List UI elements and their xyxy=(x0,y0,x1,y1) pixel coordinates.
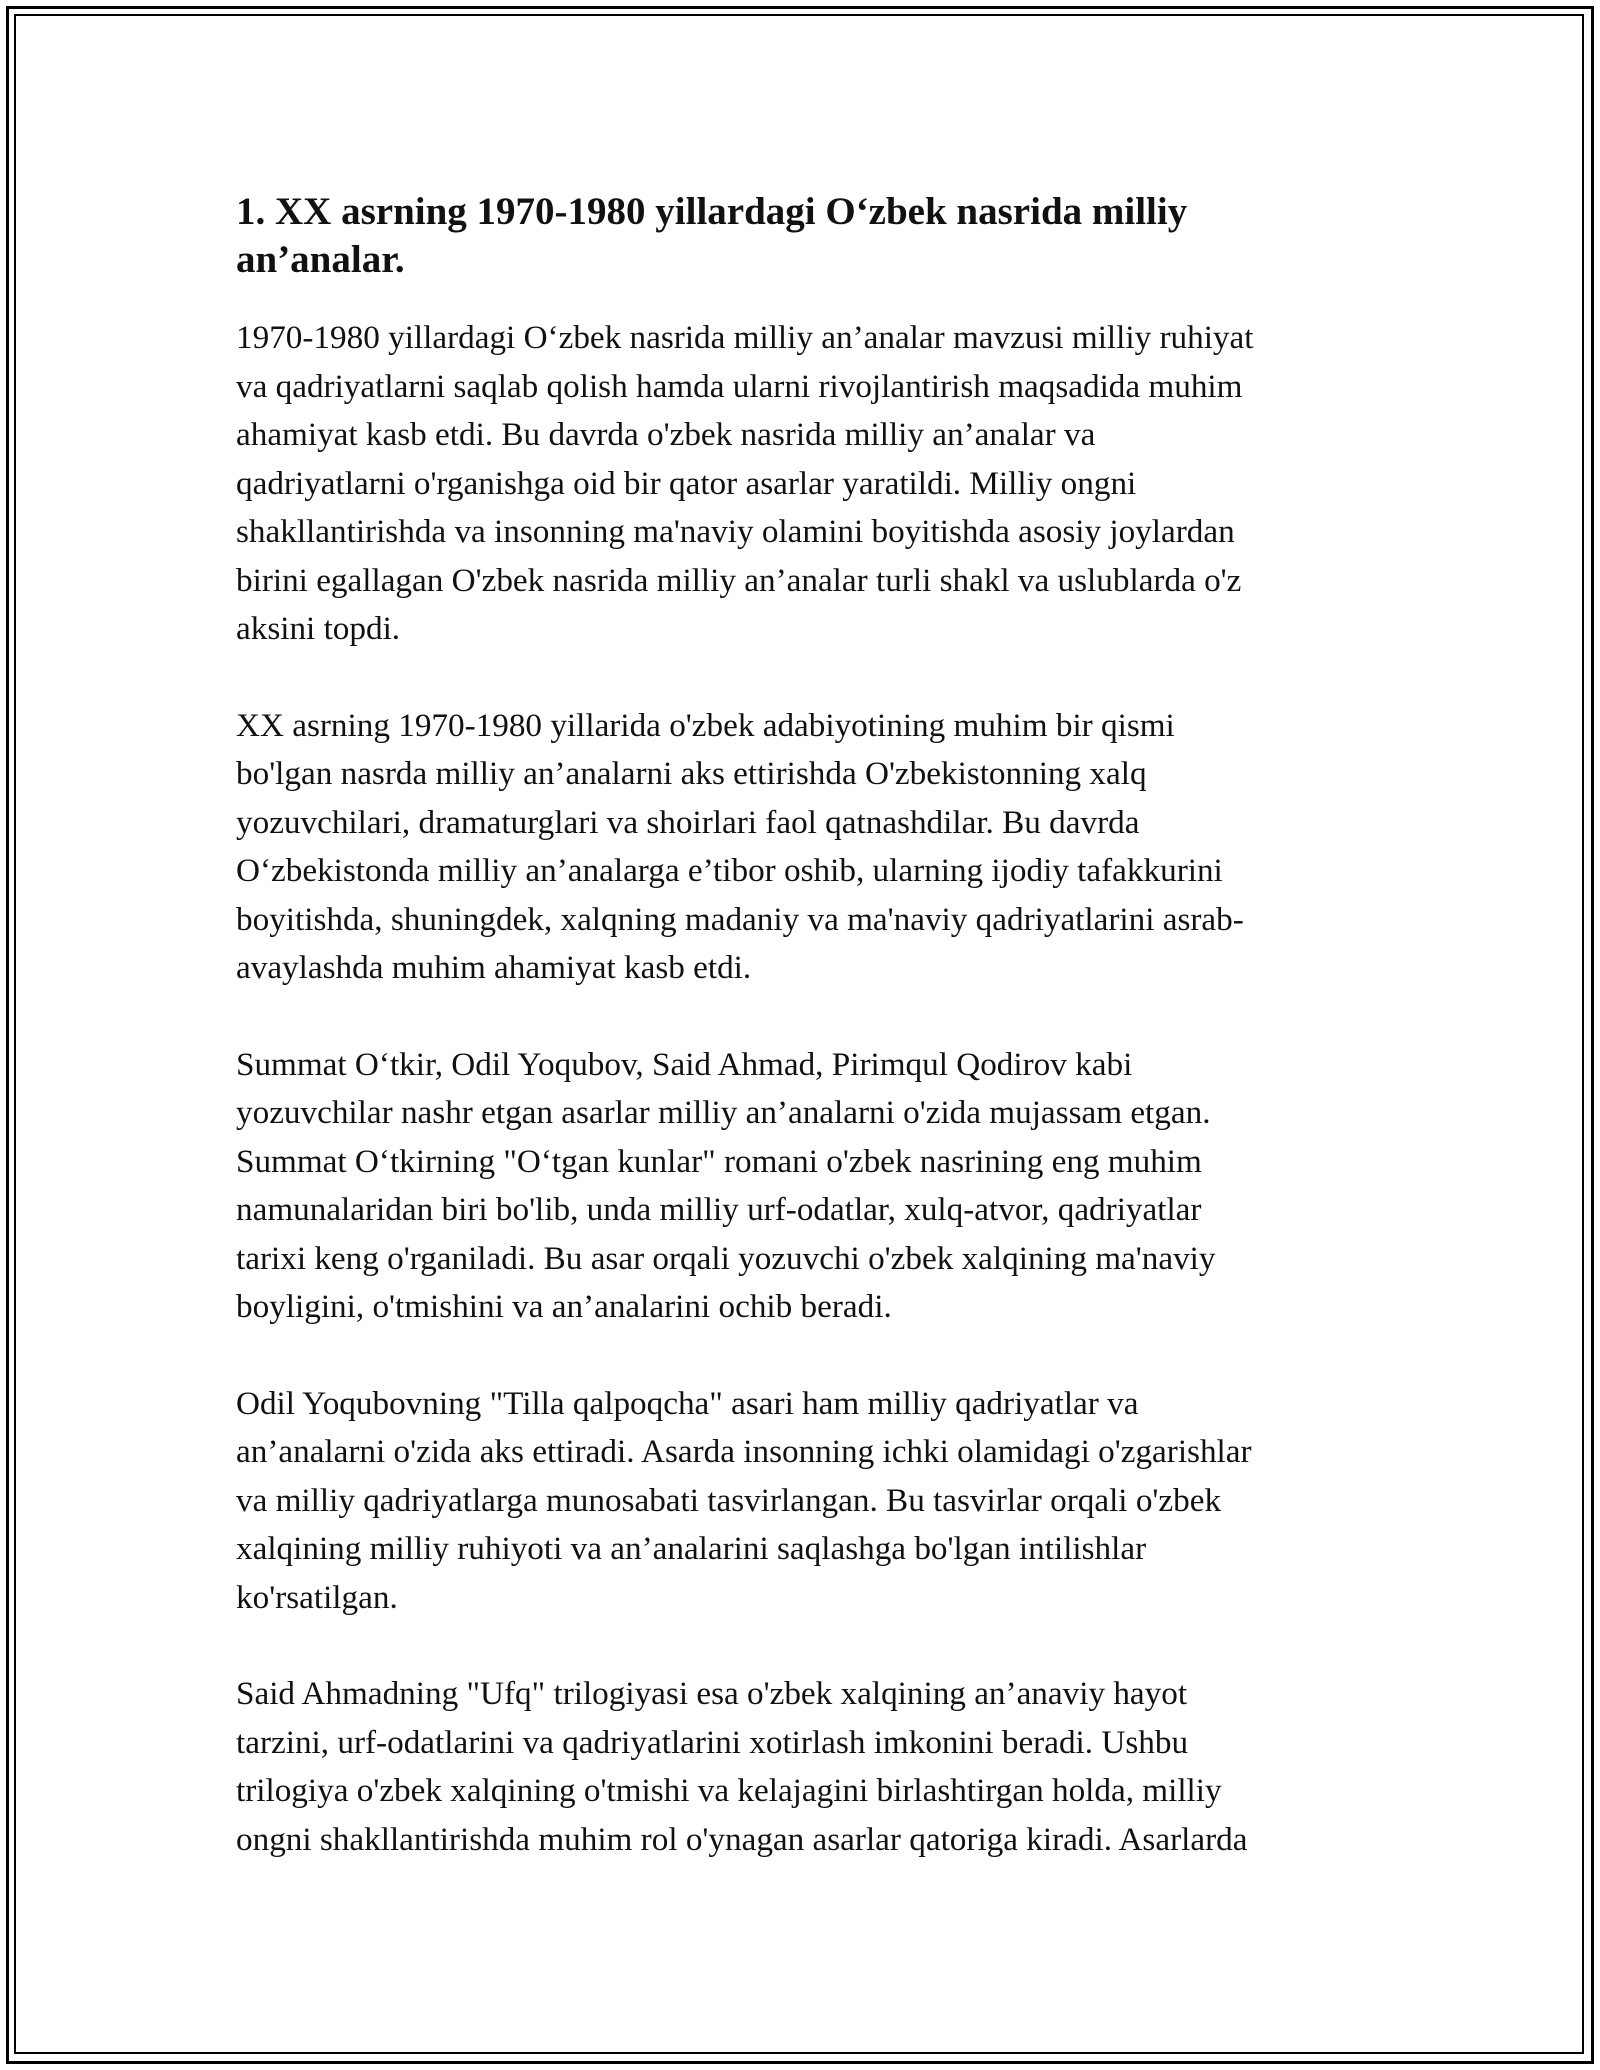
text-line: Summat O‘tkir, Odil Yoqubov, Said Ahmad, Pirimqul Qodirov kabi xyxy=(236,1045,1133,1083)
text-line: boyitishda, shuningdek, xalqning madaniy va ma'naviy qadriyatlarini asrab- xyxy=(236,900,1244,938)
text-line: aksini topdi. xyxy=(236,610,401,647)
text-line: qadriyatlarni o'rganishga oid bir qator asarlar yaratildi. Milliy ongni xyxy=(236,464,1137,502)
paragraph-2 xyxy=(236,702,1368,993)
text-line: XX asrning 1970-1980 yillarida o'zbek adabiyotining muhim bir qismi xyxy=(236,706,1175,744)
text-line: ahamiyat kasb etdi. Bu davrda o'zbek nasrida milliy an’analar va xyxy=(236,416,1096,453)
text-line: namunalaridan biri bo'lib, unda milliy urf-odatlar, xulq-atvor, qadriyatlar xyxy=(236,1191,1202,1228)
paragraph-4 xyxy=(236,1380,1368,1623)
text-line: Odil Yoqubovning "Tilla qalpoqcha" asari ham milliy qadriyatlar va xyxy=(236,1384,1139,1422)
document-body xyxy=(236,188,1368,1912)
text-line: ongni shakllantirishda muhim rol o'ynagan asarlar qatoriga kiradi. Asarlarda xyxy=(236,1820,1248,1858)
text-line: Summat O‘tkirning "O‘tgan kunlar" romani o'zbek nasrining eng muhim xyxy=(236,1142,1202,1180)
text-line: boyligini, o'tmishini va an’analarini ochib beradi. xyxy=(236,1288,892,1325)
section-heading xyxy=(236,188,1368,284)
paragraph-3 xyxy=(236,1041,1368,1332)
text-line: trilogiya o'zbek xalqining o'tmishi va kelajagini birlashtirgan holda, milliy xyxy=(236,1772,1222,1809)
text-line: Said Ahmadning "Ufq" trilogiyasi esa o'zbek xalqining an’anaviy hayot xyxy=(236,1675,1188,1712)
paragraph-1 xyxy=(236,314,1368,654)
text-line: shakllantirishda va insonning ma'naviy olamini boyitishda asosiy joylardan xyxy=(236,513,1235,550)
text-line: va qadriyatlarni saqlab qolish hamda ularni rivojlantirish maqsadida muhim xyxy=(236,367,1243,405)
text-line: ko'rsatilgan. xyxy=(236,1578,398,1616)
heading-line: 1. XX asrning 1970-1980 yillardagi O‘zbek nasrida milliy xyxy=(236,190,1188,233)
text-line: va milliy qadriyatlarga munosabati tasvirlangan. Bu tasvirlar orqali o'zbek xyxy=(236,1481,1222,1519)
text-line: tarixi keng o'rganiladi. Bu asar orqali yozuvchi o'zbek xalqining ma'naviy xyxy=(236,1239,1216,1277)
text-line: yozuvchilar nashr etgan asarlar milliy an’analarni o'zida mujassam etgan. xyxy=(236,1094,1211,1131)
text-line: tarzini, urf-odatlarini va qadriyatlarini xotirlash imkonini beradi. Ushbu xyxy=(236,1723,1189,1761)
heading-line: an’analar. xyxy=(236,238,405,281)
text-line: O‘zbekistonda milliy an’analarga e’tibor oshib, ularning ijodiy tafakkurini xyxy=(236,852,1223,889)
paragraph-5 xyxy=(236,1670,1368,1864)
text-line: an’analarni o'zida aks ettiradi. Asarda insonning ichki olamidagi o'zgarishlar xyxy=(236,1433,1252,1470)
text-line: birini egallagan O'zbek nasrida milliy an’analar turli shakl va uslublarda o'z xyxy=(236,561,1242,599)
text-line: bo'lgan nasrda milliy an’analarni aks ettirishda O'zbekistonning xalq xyxy=(236,755,1147,792)
text-line: avaylashda muhim ahamiyat kasb etdi. xyxy=(236,949,752,986)
text-line: 1970-1980 yillardagi O‘zbek nasrida milliy an’analar mavzusi milliy ruhiyat xyxy=(236,319,1254,356)
text-line: yozuvchilari, dramaturglari va shoirlari faol qatnashdilar. Bu davrda xyxy=(236,803,1140,841)
text-line: xalqining milliy ruhiyoti va an’analarini saqlashga bo'lgan intilishlar xyxy=(236,1530,1147,1567)
